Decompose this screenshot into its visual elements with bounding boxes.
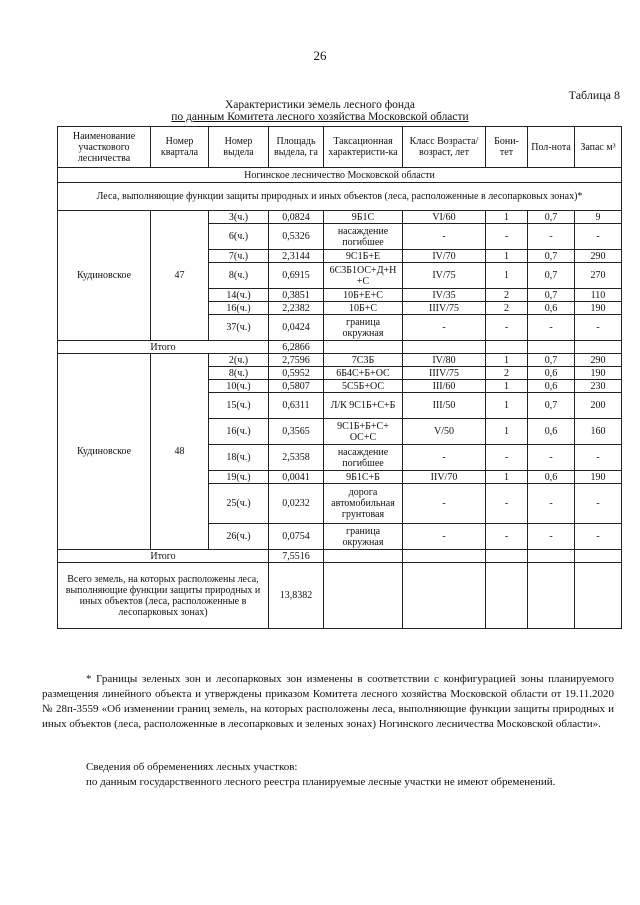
table-cell: Л/К 9С1Б+С+Б xyxy=(324,393,403,419)
table-cell: 9Б1С+Б xyxy=(324,471,403,484)
table-cell: - xyxy=(403,484,486,524)
table-cell: - xyxy=(486,445,528,471)
table-cell: 0,6 xyxy=(528,380,575,393)
table-cell: граница окружная xyxy=(324,524,403,550)
table-cell: 7(ч.) xyxy=(209,250,269,263)
table-cell: 6С3Б1ОС+Д+Н +С xyxy=(324,263,403,289)
table-cell: - xyxy=(528,315,575,341)
table-cell: - xyxy=(486,524,528,550)
header-cell: Запас м³ xyxy=(575,127,622,168)
table-cell: 190 xyxy=(575,471,622,484)
table-cell: - xyxy=(528,484,575,524)
table-cell: 16(ч.) xyxy=(209,302,269,315)
table-cell: - xyxy=(575,224,622,250)
table-cell: 0,6 xyxy=(528,419,575,445)
table-cell: 10Б+Е+С xyxy=(324,289,403,302)
header-cell: Класс Возраста/ возраст, лет xyxy=(403,127,486,168)
table-cell xyxy=(528,341,575,354)
table-cell: - xyxy=(486,484,528,524)
table-cell: IV/70 xyxy=(403,250,486,263)
forestry-row-cell: Ногинское лесничество Московской области xyxy=(58,168,622,183)
table-cell: IV/80 xyxy=(403,354,486,367)
table-cell: 10(ч.) xyxy=(209,380,269,393)
table-cell: - xyxy=(575,484,622,524)
table-cell: 200 xyxy=(575,393,622,419)
table-cell: - xyxy=(486,315,528,341)
table-cell: 290 xyxy=(575,354,622,367)
table-cell: 37(ч.) xyxy=(209,315,269,341)
encumbrance-text: по данным государственного лесного реестра планируемые лесные участки не имеют обременений. xyxy=(86,776,556,788)
table-cell: - xyxy=(486,224,528,250)
table-cell: 10Б+С xyxy=(324,302,403,315)
header-cell: Бони-тет xyxy=(486,127,528,168)
table-cell: 2,3144 xyxy=(269,250,324,263)
table-cell: 0,7 xyxy=(528,354,575,367)
encumbrance-heading: Сведения об обременениях лесных участков: xyxy=(86,761,298,773)
header-cell: Наименование участкового лесничества xyxy=(58,127,151,168)
header-cell: Таксационная характеристи-ка xyxy=(324,127,403,168)
table-cell: 1 xyxy=(486,419,528,445)
table-cell: IIIV/75 xyxy=(403,367,486,380)
table-cell: 0,3565 xyxy=(269,419,324,445)
district-cell: Кудиновское xyxy=(58,354,151,550)
table-cell xyxy=(486,563,528,629)
table-cell: 2(ч.) xyxy=(209,354,269,367)
table-cell: 3(ч.) xyxy=(209,211,269,224)
table-cell xyxy=(403,550,486,563)
table-cell: III/60 xyxy=(403,380,486,393)
table-cell: 16(ч.) xyxy=(209,419,269,445)
table-cell xyxy=(575,341,622,354)
table-cell: 15(ч.) xyxy=(209,393,269,419)
table-cell: - xyxy=(403,224,486,250)
table-cell: IIIV/75 xyxy=(403,302,486,315)
table-cell: 1 xyxy=(486,471,528,484)
table-cell: 230 xyxy=(575,380,622,393)
table-cell: насаждение погибшее xyxy=(324,445,403,471)
forest-type-row-cell: Леса, выполняющие функции защиты природных и иных объектов (леса, расположенные в лесопарковых зонах)* xyxy=(58,183,622,211)
total-row xyxy=(58,341,622,354)
total-value: 6,2866 xyxy=(269,341,324,354)
table-cell: 26(ч.) xyxy=(209,524,269,550)
table-cell: 1 xyxy=(486,393,528,419)
table-cell: VI/60 xyxy=(403,211,486,224)
header-cell: Номер квартала xyxy=(151,127,209,168)
forest-type-row xyxy=(58,183,622,211)
table-cell: 1 xyxy=(486,354,528,367)
table-cell xyxy=(528,550,575,563)
table-cell: граница окружная xyxy=(324,315,403,341)
table-cell: 0,7 xyxy=(528,263,575,289)
forest-characteristics-table xyxy=(57,126,622,629)
grand-total-row xyxy=(58,563,622,629)
table-cell: 0,5952 xyxy=(269,367,324,380)
table-cell: 1 xyxy=(486,380,528,393)
table-cell: 2,5358 xyxy=(269,445,324,471)
table-cell: 9 xyxy=(575,211,622,224)
page-number: 26 xyxy=(313,48,327,63)
table-cell: - xyxy=(403,524,486,550)
table-cell: IIV/70 xyxy=(403,471,486,484)
total-row xyxy=(58,550,622,563)
table-cell: 6(ч.) xyxy=(209,224,269,250)
district-cell: Кудиновское xyxy=(58,211,151,341)
quarter-cell: 48 xyxy=(151,354,209,550)
forestry-row xyxy=(58,168,622,183)
table-cell xyxy=(403,341,486,354)
table-row xyxy=(58,354,622,367)
title-line-1: Характеристики земель лесного фонда xyxy=(224,99,416,111)
table-cell: - xyxy=(528,524,575,550)
table-cell: 1 xyxy=(486,250,528,263)
table-cell: 7С3Б xyxy=(324,354,403,367)
table-cell xyxy=(324,563,403,629)
table-cell: 0,5807 xyxy=(269,380,324,393)
table-cell: 0,6 xyxy=(528,302,575,315)
total-value: 7,5516 xyxy=(269,550,324,563)
table-cell: 270 xyxy=(575,263,622,289)
table-cell: 0,0824 xyxy=(269,211,324,224)
table-cell: - xyxy=(528,224,575,250)
table-cell: 2,7596 xyxy=(269,354,324,367)
table-cell xyxy=(324,550,403,563)
table-title xyxy=(0,99,640,123)
table-cell: 0,7 xyxy=(528,211,575,224)
table-cell: 190 xyxy=(575,302,622,315)
table-cell: - xyxy=(575,524,622,550)
table-cell: дорога автомобильная грунтовая xyxy=(324,484,403,524)
table-cell: IV/35 xyxy=(403,289,486,302)
table-cell: 0,0041 xyxy=(269,471,324,484)
table-cell: IV/75 xyxy=(403,263,486,289)
footnote: * Границы зеленых зон и лесопарковых зон изменены в соответствии с конфигурацией зоны планируемого размещения линейного объекта и утверждены приказом Комитета лесного хозяйства Московской области от 19.11.2020 № 28п-3559 «Об изменении границ земель, на которых расположены леса, выполняющие функции защиты природных и иных объектов (леса, расположенные в лесопарковых и зеленых зонах) Ногинского лесничества Московской области». xyxy=(42,673,614,730)
table-cell: насаждение погибшее xyxy=(324,224,403,250)
table-cell xyxy=(403,563,486,629)
header-cell: Пол-нота xyxy=(528,127,575,168)
table-cell: - xyxy=(575,445,622,471)
quarter-cell: 47 xyxy=(151,211,209,341)
grand-total-value: 13,8382 xyxy=(269,563,324,629)
title-line-2: по данным Комитета лесного хозяйства Московской области xyxy=(171,111,469,123)
table-cell: 290 xyxy=(575,250,622,263)
header-row xyxy=(58,127,622,168)
table-cell: 8(ч.) xyxy=(209,263,269,289)
table-cell: 8(ч.) xyxy=(209,367,269,380)
table-cell: 14(ч.) xyxy=(209,289,269,302)
table-cell: 0,7 xyxy=(528,393,575,419)
table-cell: 9С1Б+Е xyxy=(324,250,403,263)
table-cell: 190 xyxy=(575,367,622,380)
total-label: Итого xyxy=(58,550,269,563)
table-label: Таблица 8 xyxy=(568,88,620,102)
header-cell: Площадь выдела, га xyxy=(269,127,324,168)
table-cell: 25(ч.) xyxy=(209,484,269,524)
table-cell: - xyxy=(403,445,486,471)
table-cell: - xyxy=(528,445,575,471)
table-cell xyxy=(324,341,403,354)
table-cell xyxy=(575,563,622,629)
table-cell xyxy=(528,563,575,629)
table-cell: 5С5Б+ОС xyxy=(324,380,403,393)
table-cell: 2 xyxy=(486,302,528,315)
table-cell xyxy=(486,550,528,563)
table-cell: 0,0232 xyxy=(269,484,324,524)
table-cell: - xyxy=(403,315,486,341)
table-cell: 18(ч.) xyxy=(209,445,269,471)
table-cell: 0,3851 xyxy=(269,289,324,302)
table-cell: 0,5326 xyxy=(269,224,324,250)
table-cell: 110 xyxy=(575,289,622,302)
table-cell: III/50 xyxy=(403,393,486,419)
table-cell: V/50 xyxy=(403,419,486,445)
table-cell: 0,6311 xyxy=(269,393,324,419)
table-cell: 6Б4С+Б+ОС xyxy=(324,367,403,380)
table-cell: 9С1Б+Б+С+ ОС+С xyxy=(324,419,403,445)
table-cell: 2 xyxy=(486,289,528,302)
table-cell: 0,7 xyxy=(528,250,575,263)
table-cell: 0,7 xyxy=(528,289,575,302)
table-cell: 0,6915 xyxy=(269,263,324,289)
table-cell: 9Б1С xyxy=(324,211,403,224)
table-cell xyxy=(486,341,528,354)
table-cell: 1 xyxy=(486,211,528,224)
table-cell: 160 xyxy=(575,419,622,445)
table-cell: 0,6 xyxy=(528,471,575,484)
header-cell: Номер выдела xyxy=(209,127,269,168)
table-cell: 2 xyxy=(486,367,528,380)
table-cell: 0,6 xyxy=(528,367,575,380)
table-cell: 1 xyxy=(486,263,528,289)
table-cell: - xyxy=(575,315,622,341)
table-row xyxy=(58,211,622,224)
total-label: Итого xyxy=(58,341,269,354)
table-cell: 0,0424 xyxy=(269,315,324,341)
table-cell xyxy=(575,550,622,563)
grand-total-label: Всего земель, на которых расположены леса, выполняющие функции защиты природных и иных объектов (леса, расположенные в лесопарковых зонах) xyxy=(58,563,269,629)
table-cell: 19(ч.) xyxy=(209,471,269,484)
table-cell: 2,2382 xyxy=(269,302,324,315)
table-cell: 0,0754 xyxy=(269,524,324,550)
